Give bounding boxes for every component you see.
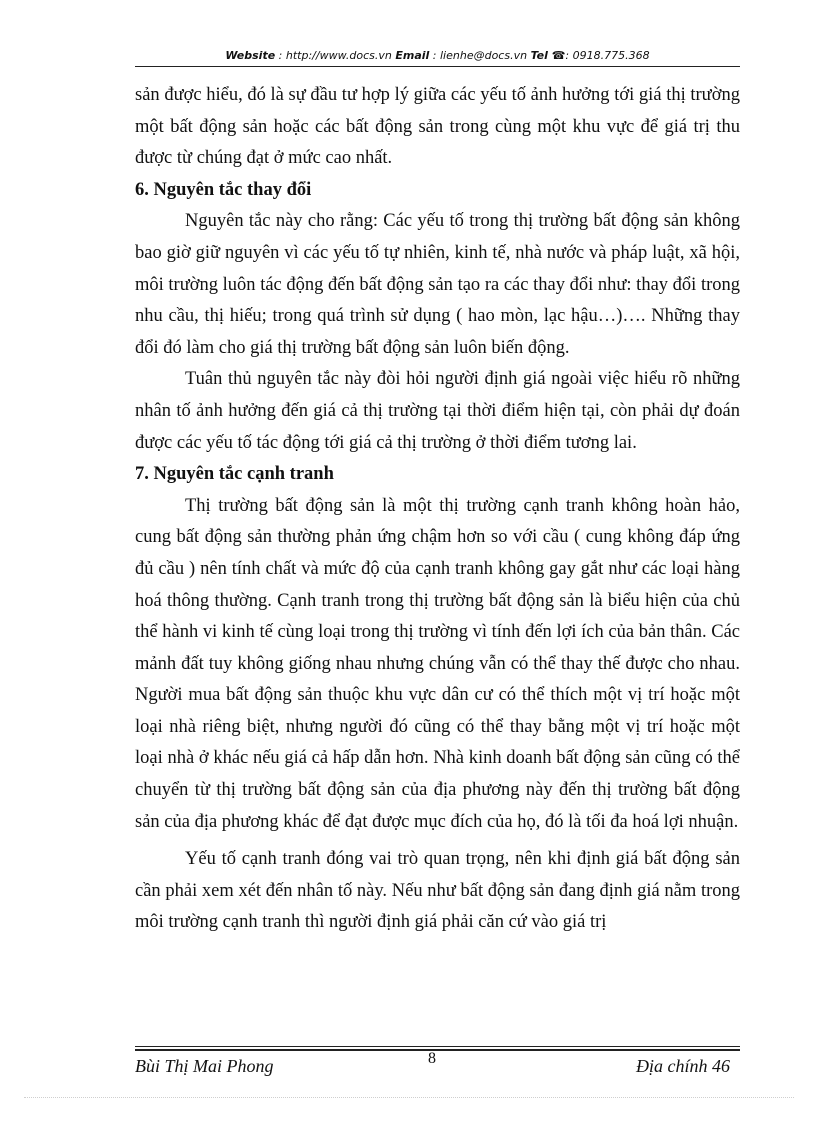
footer-rule-thick: [135, 1049, 740, 1051]
phone-icon: ☎: [551, 49, 566, 62]
page-number: 8: [428, 1050, 436, 1067]
footer-author: Bùi Thị Mai Phong: [135, 1056, 274, 1076]
paragraph-4: Thị trường bất động sản là một thị trường cạnh tranh không hoàn hảo, cung bất động sản thường phản ứng chậm hơn so với cầu ( cung không đáp ứng đủ cầu ) nên tính chất và mức độ của cạnh tranh không gay gắt như các loại hàng hoá thông thường. Cạnh tranh trong thị trường bất động sản là biểu hiện của chủ thể hành vi kinh tế cùng loại trong thị trường vì tính đến lợi ích của bản thân. Các mảnh đất tuy không giống nhau nhưng chúng vẫn có thể thay thế được cho nhau. Người mua bất động sản thuộc khu vực dân cư có thể thích một vị trí hoặc một loại nhà riêng biệt, nhưng người đó cũng có thể thay bằng một vị trí hoặc một loại nhà ở khác nếu giá cả hấp dẫn hơn. Nhà kinh doanh bất động sản cũng có thể chuyển từ thị trường bất động sản của địa phương này đến thị trường bất động sản của địa phương khác để đạt được mục đích của họ, đó là tối đa hoá lợi nhuận.: [135, 495, 740, 832]
footer-class: Địa chính 46: [636, 1056, 730, 1076]
paragraph-1: sản được hiểu, đó là sự đầu tư hợp lý giữa các yếu tố ảnh hưởng tới giá thị trường một bất động sản hoặc các bất động sản trong cùng một khu vực để giá trị thu được từ chúng đạt ở mức cao nhất.: [135, 85, 740, 169]
website-label: Website: [225, 49, 276, 62]
page-edge-divider: [24, 1097, 794, 1098]
paragraph-3: Tuân thủ nguyên tắc này đòi hỏi người định giá ngoài việc hiểu rõ những nhân tố ảnh hưởng đến giá cả thị trường tại thời điểm hiện tại, còn phải dự đoán được các yếu tố tác động tới giá cả thị trường ở thời điểm tương lai.: [135, 369, 740, 453]
tel-value: : 0918.775.368: [565, 49, 650, 62]
document-body: [135, 80, 740, 939]
heading-7: 7. Nguyên tắc cạnh tranh: [135, 464, 334, 485]
footer-rule-thin: [135, 1046, 740, 1047]
header-rule: [135, 66, 740, 67]
tel-label: Tel: [530, 49, 552, 62]
paragraph-5: Yếu tố cạnh tranh đóng vai trò quan trọng, nên khi định giá bất động sản cần phải xem xét đến nhân tố này. Nếu như bất động sản đang định giá nằm trong môi trường cạnh tranh thì người định giá phải căn cứ vào giá trị: [135, 849, 740, 933]
paragraph-2: Nguyên tắc này cho rằng: Các yếu tố trong thị trường bất động sản không bao giờ giữ nguyên vì các yếu tố tự nhiên, kinh tế, nhà nước và pháp luật, xã hội, môi trường luôn tác động đến bất động sản tạo ra các thay đổi như: thay đổi trong nhu cầu, thị hiếu; trong quá trình sử dụng ( hao mòn, lạc hậu…)…. Những thay đổi đó làm cho giá thị trường bất động sản luôn biến động.: [135, 211, 740, 358]
website-value: : http://www.docs.vn: [275, 49, 396, 62]
email-label: Email: [395, 49, 430, 62]
email-value: : lienhe@docs.vn: [429, 49, 531, 62]
heading-6: 6. Nguyên tắc thay đổi: [135, 179, 312, 200]
page-header: [135, 49, 740, 67]
